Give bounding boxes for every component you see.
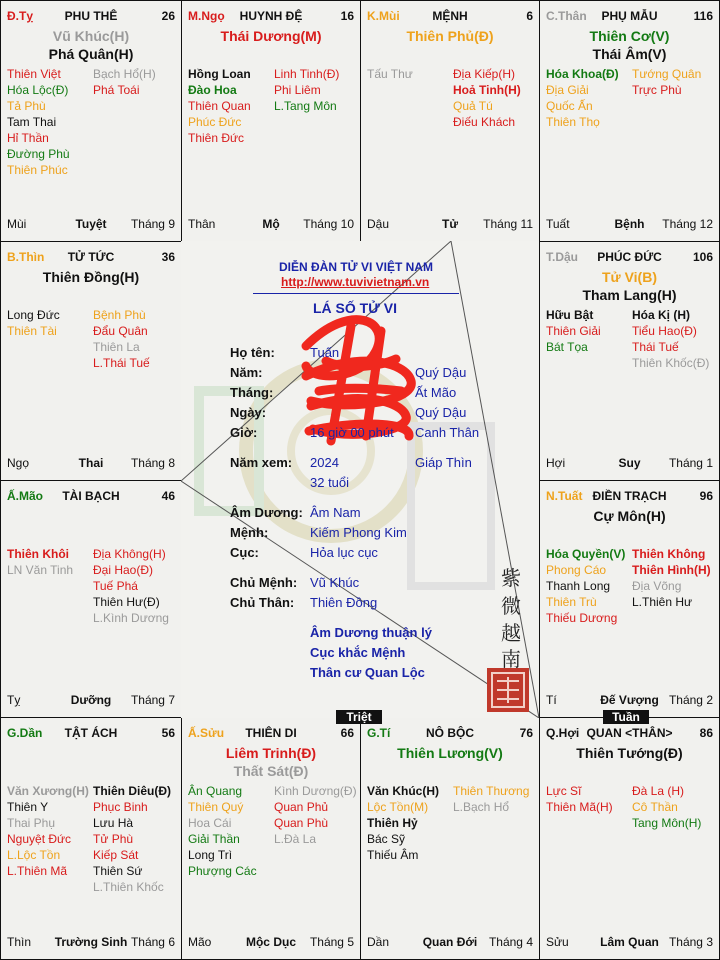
- palace-branch: Thìn: [7, 935, 32, 949]
- palace-hoi[interactable]: [539, 717, 720, 960]
- minor-star: Thiên Giải: [546, 324, 601, 338]
- palace-can-chi: K.Mùi: [367, 9, 400, 23]
- palace-can-chi: Ấ.Sửu: [188, 726, 225, 740]
- main-star-1: Thiên Phủ(Đ): [406, 28, 494, 44]
- palace-footer: [188, 217, 354, 233]
- minor-star: Thiên Quý: [188, 800, 244, 814]
- field-value-chu-than: Thiên Đồng: [310, 595, 378, 610]
- palace-age: 16: [340, 9, 354, 23]
- main-star-2: Phá Quân(H): [48, 46, 134, 62]
- minor-star: Phượng Các: [188, 864, 257, 878]
- palace-month: Tháng 10: [303, 217, 354, 231]
- minor-star: Thiếu Dương: [546, 611, 618, 625]
- palace-name: NÔ BỘC: [426, 726, 474, 740]
- palace-footer: [367, 935, 533, 951]
- minor-star: Phục Binh: [93, 800, 148, 814]
- palace-mui[interactable]: [360, 0, 540, 242]
- field-label-view-year: Năm xem:: [230, 455, 293, 470]
- minor-stars-left: [7, 307, 60, 339]
- minor-star: Địa Võng: [632, 579, 682, 593]
- minor-star: Thiên Đức: [188, 131, 245, 145]
- palace-footer: [7, 935, 175, 951]
- minor-stars-left: [546, 546, 625, 626]
- main-star-1: Thái Dương(M): [220, 28, 322, 44]
- minor-stars-left: [188, 783, 257, 879]
- field-value-month-canchi: Ất Mão: [415, 385, 457, 400]
- chart-title: LÁ SỐ TỬ VI: [313, 300, 397, 316]
- minor-star: Thiên La: [93, 340, 140, 354]
- palace-name: ĐIỀN TRẠCH: [592, 489, 667, 503]
- palace-month: Tháng 5: [309, 935, 354, 949]
- palace-can-chi: M.Ngọ: [188, 9, 225, 23]
- minor-star: Thiên Hình(H): [632, 563, 711, 577]
- minor-star: Đà La (H): [632, 784, 685, 798]
- minor-star: Thanh Long: [546, 579, 611, 593]
- center-panel: [181, 241, 539, 718]
- minor-star: Lưu Hà: [93, 816, 134, 830]
- main-star-1: Thiên Cơ(V): [589, 28, 670, 44]
- palace-can-chi: Ấ.Mão: [7, 489, 43, 503]
- minor-star: Trực Phù: [632, 83, 682, 97]
- palace-than[interactable]: [539, 0, 720, 242]
- minor-star: L.Kình Dương: [93, 611, 169, 625]
- minor-star: Thiên Hư(Đ): [93, 595, 160, 609]
- palace-age: 86: [699, 726, 713, 740]
- palace-month: Tháng 9: [130, 217, 175, 231]
- palace-month: Tháng 3: [668, 935, 713, 949]
- main-star-1: Thiên Lương(V): [397, 745, 503, 761]
- minor-star: Thiên Phúc: [7, 163, 68, 177]
- minor-star: Thiên Không: [632, 547, 706, 561]
- cjk-char-2: 微: [501, 594, 521, 618]
- minor-stars-left: [546, 307, 601, 355]
- palace-month: Tháng 8: [130, 456, 175, 470]
- minor-star: Long Trì: [188, 848, 233, 862]
- minor-star: Tấu Thư: [367, 67, 413, 81]
- minor-star: Bệnh Phù: [93, 308, 146, 322]
- palace-mao[interactable]: [0, 480, 182, 718]
- minor-star: Địa Giải: [546, 83, 589, 97]
- palace-name: TÀI BẠCH: [62, 489, 120, 503]
- cjk-char-4: 南: [501, 647, 521, 671]
- minor-star: Phi Liêm: [274, 83, 321, 97]
- minor-star: Thái Tuế: [632, 340, 679, 354]
- minor-star: Tả Phù: [7, 99, 46, 113]
- cjk-char-3: 越: [501, 621, 521, 645]
- minor-stars-right: [632, 66, 701, 98]
- palace-branch: Tỵ: [7, 693, 21, 707]
- palace-dau[interactable]: [539, 241, 720, 481]
- note-3: Thân cư Quan Lộc: [310, 665, 425, 680]
- minor-star: Địa Kiếp(H): [453, 67, 516, 81]
- field-label-am-duong: Âm Dương:: [230, 505, 303, 520]
- minor-star: L.Lộc Tồn: [7, 848, 61, 862]
- palace-can-chi: C.Thân: [546, 9, 587, 23]
- minor-stars-left: [7, 66, 70, 178]
- minor-star: Tiểu Hao(Đ): [632, 324, 697, 338]
- minor-star: Văn Xương(H): [7, 784, 89, 798]
- field-value-cuc: Hỏa lục cục: [310, 545, 378, 560]
- palace-header: [7, 489, 175, 505]
- minor-star: Hữu Bật: [546, 308, 594, 322]
- palace-month: Tháng 11: [483, 217, 533, 231]
- palace-header: [188, 726, 354, 742]
- note-1: Âm Dương thuận lý: [310, 625, 432, 640]
- minor-star: Hóa Kị (H): [632, 308, 690, 322]
- palace-footer: [546, 693, 713, 709]
- palace-name: MỆNH: [432, 9, 468, 23]
- palace-stage: Quan Đới: [422, 935, 478, 949]
- palace-stage: Trường Sinh: [54, 935, 128, 949]
- field-value-am-duong: Âm Nam: [310, 505, 361, 520]
- minor-stars-left: [188, 66, 251, 146]
- minor-star: Phá Toái: [93, 83, 140, 97]
- palace-month: Tháng 12: [662, 217, 713, 231]
- palace-month: Tháng 6: [130, 935, 175, 949]
- minor-star: Thiên Sứ: [93, 864, 143, 878]
- palace-age: 96: [699, 489, 713, 503]
- minor-stars-right: [93, 66, 156, 98]
- minor-star: Thiên Trù: [546, 595, 597, 609]
- field-label-name: Họ tên:: [230, 345, 275, 360]
- minor-star: Đường Phù: [7, 147, 70, 161]
- palace-age: 116: [693, 9, 713, 23]
- minor-star: Bác Sỹ: [367, 832, 406, 846]
- minor-star: L.Đà La: [274, 832, 317, 846]
- palace-name: PHÚC ĐỨC: [597, 250, 662, 264]
- minor-star: Thiên Khốc(Đ): [632, 356, 710, 370]
- minor-star: Tử Phù: [93, 832, 134, 846]
- palace-branch: Mùi: [7, 217, 27, 231]
- palace-name: TẬT ÁCH: [64, 726, 118, 740]
- minor-star: Thiên Diêu(Đ): [93, 784, 171, 798]
- palace-footer: [546, 935, 713, 951]
- palace-thin[interactable]: [0, 241, 182, 481]
- minor-stars-left: [367, 783, 439, 863]
- palace-name: QUAN <THÂN>: [586, 726, 673, 740]
- palace-stage: Mộ: [262, 217, 280, 231]
- minor-stars-left: [367, 66, 413, 82]
- palace-stage: Bệnh: [614, 217, 645, 231]
- minor-stars-right: [274, 66, 339, 114]
- minor-stars-right: [453, 66, 521, 130]
- palace-dan[interactable]: [0, 717, 182, 960]
- palace-age: 66: [340, 726, 354, 740]
- palace-age: 26: [161, 9, 175, 23]
- palace-footer: [7, 217, 175, 233]
- minor-star: Kiếp Sát: [93, 848, 139, 862]
- palace-age: 56: [161, 726, 175, 740]
- palace-age: 76: [519, 726, 533, 740]
- palace-header: [7, 726, 175, 742]
- palace-header: [188, 9, 354, 25]
- field-value-year-canchi: Quý Dậu: [415, 365, 467, 380]
- main-star-1: Thiên Tướng(Đ): [576, 745, 683, 761]
- forum-url[interactable]: http://www.tuvivietnam.vn: [281, 275, 430, 289]
- palace-stage: Tử: [441, 217, 459, 231]
- triet-marker: Triệt: [336, 710, 382, 724]
- palace-month: Tháng 1: [668, 456, 713, 470]
- minor-star: Long Đức: [7, 308, 60, 322]
- palace-stage: Lâm Quan: [600, 935, 659, 949]
- minor-star: Thiên Mã(H): [546, 800, 613, 814]
- palace-branch: Mão: [188, 935, 212, 949]
- minor-star: Thiên Khôi: [7, 547, 69, 561]
- minor-stars-right: [274, 783, 357, 847]
- palace-ngo[interactable]: [181, 0, 361, 242]
- minor-star: Hóa Quyền(V): [546, 547, 626, 561]
- note-2: Cục khắc Mệnh: [310, 645, 406, 660]
- palace-stage: Tuyệt: [75, 217, 107, 231]
- minor-stars-right: [632, 546, 711, 610]
- palace-branch: Sửu: [546, 935, 569, 949]
- palace-header: [7, 9, 175, 25]
- palace-name: THIÊN DI: [245, 726, 297, 740]
- minor-stars-right: [453, 783, 529, 815]
- minor-star: Hỉ Thần: [7, 131, 49, 145]
- minor-star: Ân Quang: [188, 784, 243, 798]
- palace-can-chi: T.Dậu: [546, 250, 579, 264]
- minor-star: Thiên Thương: [453, 784, 530, 798]
- minor-star: Thiên Tài: [7, 324, 57, 338]
- palace-branch: Tí: [546, 693, 557, 707]
- minor-star: Thiên Thọ: [546, 115, 600, 129]
- palace-stage: Suy: [618, 456, 641, 470]
- minor-star: Đào Hoa: [188, 83, 237, 97]
- palace-age: 106: [692, 250, 713, 264]
- main-star-1: Cự Môn(H): [593, 508, 666, 524]
- palace-name: PHỤ MẪU: [601, 9, 658, 23]
- field-label-hour: Giờ:: [230, 425, 258, 440]
- field-label-chu-menh: Chủ Mệnh:: [230, 575, 298, 590]
- palace-can-chi: G.Dần: [7, 726, 43, 740]
- palace-footer: [7, 456, 175, 472]
- palace-ty[interactable]: [0, 0, 182, 242]
- field-value-hour-canchi: Canh Thân: [415, 425, 480, 440]
- minor-stars-right: [632, 783, 701, 831]
- minor-star: Thiên Việt: [7, 67, 61, 81]
- main-star-1: Tử Vi(B): [602, 269, 657, 285]
- minor-star: Quan Phù: [274, 816, 329, 830]
- field-label-month: Tháng:: [230, 385, 274, 400]
- field-label-year: Năm:: [230, 365, 263, 380]
- minor-stars-right: [632, 307, 709, 371]
- field-value-name: Tuấn: [310, 345, 340, 360]
- main-star-2: Tham Lang(H): [582, 287, 677, 303]
- palace-name: HUYNH ĐỆ: [239, 9, 303, 23]
- palace-header: [7, 250, 175, 266]
- minor-star: L.Tang Môn: [274, 99, 337, 113]
- minor-star: Văn Khúc(H): [367, 784, 439, 798]
- minor-star: Quan Phủ: [274, 800, 329, 814]
- field-value-menh: Kiếm Phong Kim: [310, 525, 407, 540]
- minor-star: L.Thiên Hư: [632, 595, 693, 609]
- age-value: 32 tuổi: [310, 475, 350, 490]
- minor-stars-right: [93, 546, 169, 626]
- minor-stars-left: [7, 546, 73, 578]
- palace-header: [546, 250, 713, 266]
- palace-suu[interactable]: [181, 717, 361, 960]
- palace-footer: [367, 217, 533, 233]
- field-label-day: Ngày:: [230, 405, 267, 420]
- minor-star: Giải Thần: [188, 832, 240, 846]
- minor-star: L.Thái Tuế: [93, 356, 150, 370]
- palace-name: TỬ TỨC: [67, 250, 115, 264]
- minor-star: Thiên Hỷ: [367, 816, 418, 830]
- minor-star: Tuế Phá: [93, 579, 138, 593]
- tuan-marker: Tuần: [603, 710, 649, 724]
- minor-star: Nguyệt Đức: [7, 832, 72, 846]
- minor-star: Phúc Đức: [188, 115, 242, 129]
- minor-star: Bát Tọa: [546, 340, 588, 354]
- minor-star: Hoa Cái: [188, 816, 232, 830]
- palace-month: Tháng 7: [130, 693, 175, 707]
- minor-stars-right: [93, 783, 171, 895]
- minor-star: Quả Tú: [453, 99, 493, 113]
- palace-ti[interactable]: [360, 717, 540, 960]
- minor-star: Điếu Khách: [453, 115, 516, 129]
- main-star-1: Liêm Trinh(Đ): [225, 745, 317, 761]
- minor-star: Hoả Tinh(H): [453, 83, 521, 97]
- palace-branch: Hợi: [546, 456, 566, 470]
- minor-star: L.Bạch Hổ: [453, 800, 510, 814]
- palace-header: [546, 9, 713, 25]
- palace-tuat[interactable]: [539, 480, 720, 718]
- palace-footer: [546, 217, 713, 233]
- minor-star: Hóa Khoa(Đ): [546, 67, 619, 81]
- minor-star: Linh Tinh(Đ): [274, 67, 340, 81]
- minor-star: Tang Môn(H): [632, 816, 702, 830]
- forum-name: DIỄN ĐÀN TỬ VI VIỆT NAM: [279, 260, 433, 274]
- minor-star: Đại Hao(Đ): [93, 563, 154, 577]
- palace-age: 36: [161, 250, 175, 264]
- field-label-menh: Mệnh:: [230, 525, 269, 540]
- minor-star: Tướng Quân: [632, 67, 702, 81]
- minor-star: Thai Phụ: [7, 816, 56, 830]
- minor-star: Phong Cáo: [546, 563, 607, 577]
- palace-branch: Dần: [367, 935, 390, 949]
- minor-star: LN Văn Tinh: [7, 563, 74, 577]
- minor-stars-right: [93, 307, 150, 371]
- palace-header: [546, 489, 713, 505]
- minor-star: Đẩu Quân: [93, 324, 148, 338]
- minor-star: Địa Không(H): [93, 547, 166, 561]
- palace-branch: Thân: [188, 217, 216, 231]
- minor-star: Lực Sĩ: [546, 784, 582, 798]
- main-star-2: Thái Âm(V): [592, 46, 667, 62]
- palace-header: [367, 9, 533, 25]
- palace-can-chi: N.Tuất: [546, 489, 583, 503]
- main-star-2: Thất Sát(Đ): [233, 763, 309, 779]
- minor-stars-left: [7, 783, 89, 879]
- palace-name: PHU THÊ: [64, 9, 118, 23]
- main-star-1: Vũ Khúc(H): [52, 28, 130, 44]
- minor-star: Kình Dương(Đ): [274, 784, 357, 798]
- minor-star: Hồng Loan: [188, 67, 251, 81]
- palace-branch: Dậu: [367, 217, 390, 231]
- palace-age: 46: [161, 489, 175, 503]
- minor-star: Thiếu Âm: [367, 848, 419, 862]
- field-value-hour: 16 giờ 00 phút: [310, 425, 394, 440]
- palace-month: Tháng 4: [488, 935, 533, 949]
- field-label-chu-than: Chủ Thân:: [230, 595, 295, 610]
- minor-star: Bạch Hổ(H): [93, 67, 156, 81]
- cjk-char-1: 紫: [501, 566, 521, 590]
- main-star-1: Thiên Đồng(H): [42, 269, 140, 285]
- palace-stage: Đế Vượng: [600, 693, 659, 707]
- minor-star: Thiên Quan: [188, 99, 251, 113]
- palace-branch: Ngọ: [7, 456, 30, 470]
- title-divider: [253, 293, 459, 294]
- palace-can-chi: Đ.Tỵ: [7, 9, 34, 23]
- minor-stars-left: [546, 783, 613, 815]
- palace-branch: Tuất: [546, 217, 570, 231]
- minor-star: L.Thiên Khốc: [93, 880, 164, 894]
- palace-can-chi: Q.Hợi: [546, 726, 580, 740]
- minor-star: Cô Thần: [632, 800, 678, 814]
- palace-can-chi: B.Thìn: [7, 250, 45, 264]
- field-value-chu-menh: Vũ Khúc: [310, 575, 360, 590]
- minor-stars-left: [546, 66, 619, 130]
- minor-star: Quốc Ấn: [546, 99, 593, 113]
- field-value-day-canchi: Quý Dậu: [415, 405, 467, 420]
- palace-stage: Dưỡng: [70, 693, 112, 707]
- field-label-cuc: Cục:: [230, 545, 259, 560]
- minor-star: Lộc Tồn(M): [367, 800, 429, 814]
- palace-footer: [7, 693, 175, 709]
- palace-stage: Thai: [78, 456, 104, 470]
- minor-star: L.Thiên Mã: [7, 864, 68, 878]
- palace-month: Tháng 2: [668, 693, 713, 707]
- palace-can-chi: G.Tí: [367, 726, 391, 740]
- field-value-view-year-canchi: Giáp Thìn: [415, 455, 472, 470]
- minor-star: Tam Thai: [7, 115, 57, 129]
- palace-footer: [188, 935, 354, 951]
- palace-age: 6: [526, 9, 533, 23]
- palace-header: [367, 726, 533, 742]
- palace-stage: Mộc Dục: [245, 935, 296, 949]
- field-value-view-year: 2024: [310, 455, 339, 470]
- palace-header: [546, 726, 713, 742]
- minor-star: Thiên Y: [7, 800, 49, 814]
- minor-star: Hóa Lộc(Đ): [7, 83, 69, 97]
- palace-footer: [546, 456, 713, 472]
